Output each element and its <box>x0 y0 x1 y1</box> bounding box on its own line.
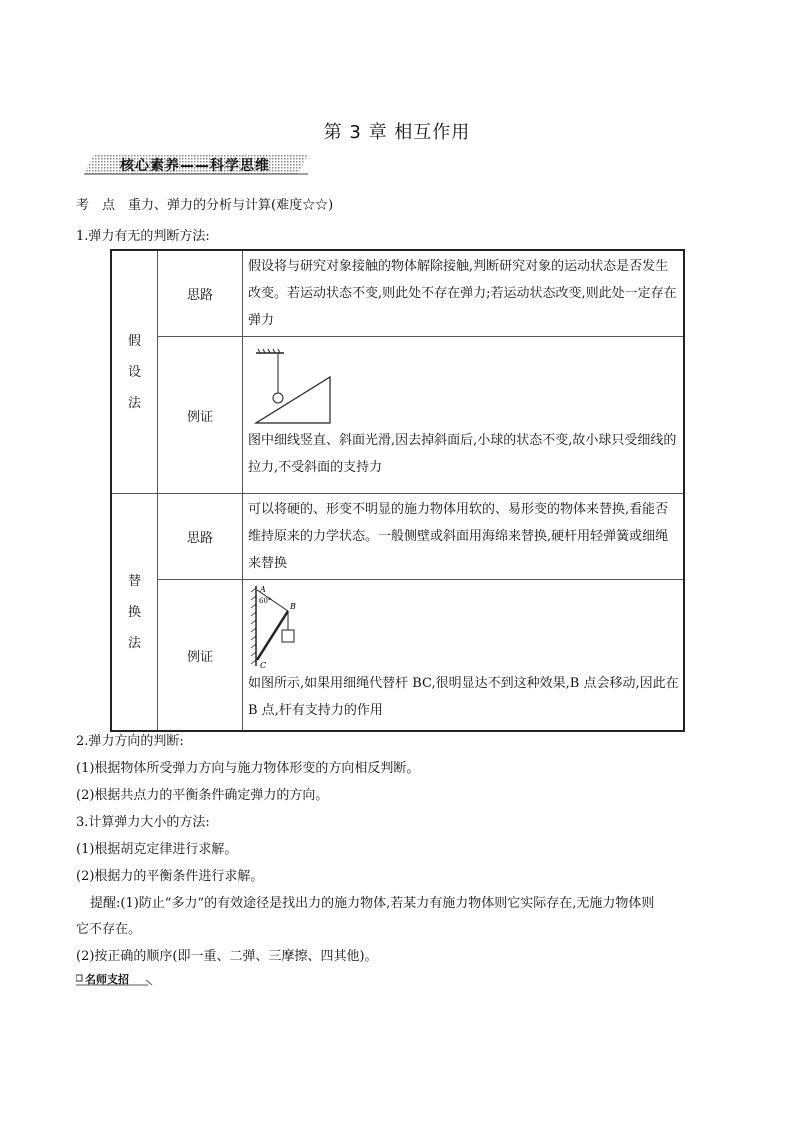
table-row <box>111 337 684 494</box>
master-tip-logo <box>76 971 156 987</box>
row-content-with-figure <box>243 337 685 494</box>
section3-item: (2)根据力的平衡条件进行求解。 <box>76 869 264 884</box>
table-row <box>111 250 684 337</box>
incline-ball-figure <box>248 347 368 427</box>
topic-line: 考 点 重力、弹力的分析与计算(难度☆☆) <box>76 198 334 213</box>
row-content: 图中细线竖直、斜面光滑,因去掉斜面后,小球的状态不变,故小球只受细线的拉力,不受斜面的支持力 <box>248 433 677 475</box>
row-label: 思路 <box>158 494 243 580</box>
section-banner <box>80 152 312 176</box>
table-row <box>111 580 684 732</box>
method-char: 替 <box>127 573 141 589</box>
tip-line: 提醒:(1)防止“多力”的有效途径是找出力的施力物体,若某力有施力物体则它实际存在,无施力物体则 <box>90 896 655 911</box>
method-char: 设 <box>127 364 141 380</box>
label-c: C <box>260 661 267 670</box>
banner-label: 核心素养——科学思维 <box>120 158 270 174</box>
row-label: 例证 <box>158 580 243 732</box>
incline <box>256 377 330 423</box>
label-a: A <box>260 585 266 594</box>
method-char: 法 <box>127 635 141 651</box>
row-content: 如图所示,如果用细绳代替杆 BC,很明显达不到这种效果,B 点会移动,因此在 B 点,杆有支持力的作用 <box>248 676 679 718</box>
chapter-title: 第 3 章 相互作用 <box>323 122 471 143</box>
method-char: 法 <box>127 395 141 411</box>
label-angle: 60° <box>259 597 272 605</box>
row-label: 思路 <box>158 250 243 337</box>
section2-heading: 2.弹力方向的判断: <box>76 734 184 749</box>
section2-item: (2)根据共点力的平衡条件确定弹力的方向。 <box>76 788 329 803</box>
method-char: 换 <box>127 604 141 620</box>
section1-heading: 1.弹力有无的判断方法: <box>76 229 210 244</box>
logo-label: 名师支招 <box>85 973 129 986</box>
tip-line: (2)按正确的顺序(即一重、二弹、三摩擦、四其他)。 <box>76 949 378 964</box>
method-cell-assumption <box>111 250 158 494</box>
row-content: 可以将硬的、形变不明显的施力物体用软的、易形变的物体来替换,看能否维持原来的力学状态。一般侧壁或斜面用海绵来替换,硬杆用轻弹簧或细绳来替换 <box>243 494 685 580</box>
method-cell-substitution <box>111 494 158 732</box>
method-table <box>110 249 685 732</box>
ceiling-hatch <box>256 349 284 353</box>
ball <box>273 393 283 403</box>
row-label: 例证 <box>158 337 243 494</box>
weight-block <box>282 630 294 642</box>
method-char: 假 <box>127 333 141 349</box>
row-content: 假设将与研究对象接触的物体解除接触,判断研究对象的运动状态是否发生改变。若运动状态不变,则此处不存在弹力;若运动状态改变,则此处一定存在弹力 <box>243 250 685 337</box>
table-row <box>111 494 684 580</box>
section3-heading: 3.计算弹力大小的方法: <box>76 815 210 830</box>
label-b: B <box>290 602 296 611</box>
rod-wall-figure <box>248 584 318 670</box>
section3-item: (1)根据胡克定律进行求解。 <box>76 842 238 857</box>
row-content-with-figure <box>243 580 685 732</box>
tip-line: 它不存在。 <box>76 922 142 937</box>
section2-item: (1)根据物体所受弹力方向与施力物体形变的方向相反判断。 <box>76 761 420 776</box>
